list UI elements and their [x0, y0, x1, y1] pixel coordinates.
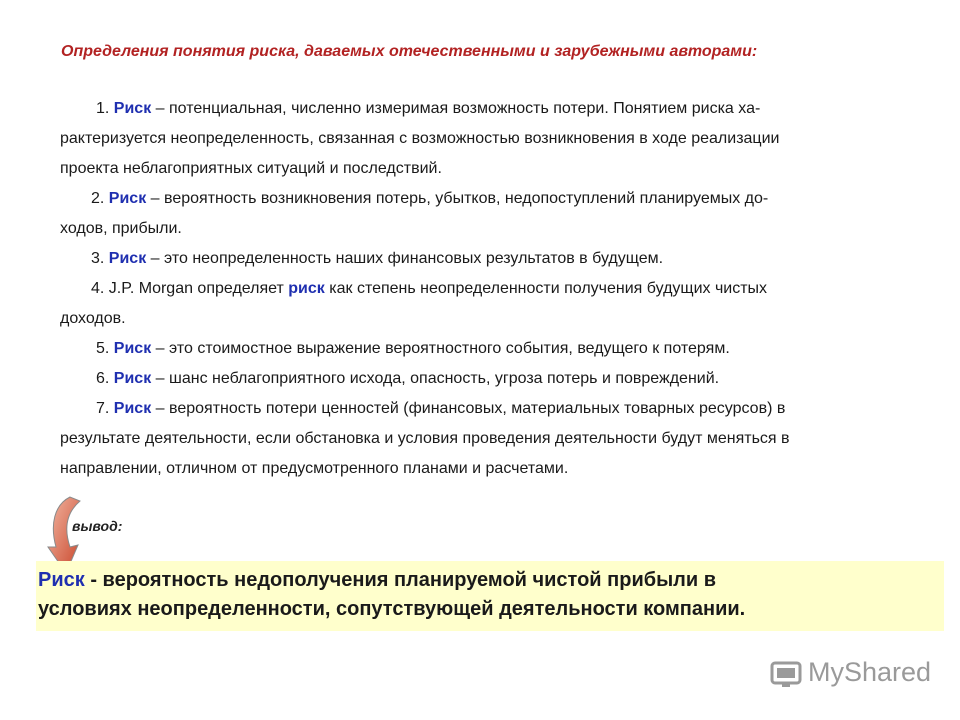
summary-text: [38, 566, 938, 624]
summary-line-1: - вероятность недополучения планируемой чистой прибыли в: [84, 569, 717, 591]
definition-text: – это стоимостное выражение вероятностного события, ведущего к потерям.: [151, 340, 730, 357]
summary-line-2: условиях неопределенности, сопутствующей деятельности компании.: [38, 598, 746, 620]
definition-number: 2.: [91, 190, 105, 207]
watermark-logo: [768, 657, 808, 691]
definition-text-cont: результате деятельности, если обстановка и условия проведения деятельности будут меняться в: [60, 430, 790, 447]
definition-text-cont: рактеризуется неопределенность, связанная с возможностью возникновения в ходе реализации: [60, 130, 780, 147]
definition-pre: J.P. Morgan определяет: [104, 280, 289, 297]
definition-text: – вероятность потери ценностей (финансовых, материальных товарных ресурсов) в: [151, 400, 786, 417]
definition-keyword: Риск: [113, 340, 152, 357]
definition-keyword: Риск: [113, 400, 152, 417]
definition-number: 1.: [96, 100, 110, 117]
definition-text-cont: ходов, прибыли.: [60, 220, 182, 237]
definition-7: [60, 394, 922, 484]
watermark-text: MyShared: [808, 657, 932, 687]
definition-4: [60, 274, 922, 334]
definition-keyword: Риск: [113, 100, 152, 117]
definition-text: – шанс неблагоприятного исхода, опасность, угроза потерь и повреждений.: [151, 370, 720, 387]
definition-3: [60, 244, 922, 274]
definition-number: 7.: [96, 400, 110, 417]
definition-text-cont: направлении, отличном от предусмотренного планами и расчетами.: [60, 460, 569, 477]
definition-keyword: Риск: [113, 370, 152, 387]
definition-text: – вероятность возникновения потерь, убытков, недопоступлений планируемых до-: [146, 190, 769, 207]
definition-keyword: Риск: [108, 250, 147, 267]
definition-1: [60, 94, 922, 184]
definition-text: – потенциальная, численно измеримая возможность потери. Понятием риска ха-: [151, 100, 761, 117]
definition-keyword: риск: [288, 280, 325, 297]
definition-text: как степень неопределенности получения будущих чистых: [324, 280, 768, 297]
summary-keyword: Риск: [38, 569, 85, 591]
definition-number: 4.: [91, 280, 105, 297]
definition-text-cont: доходов.: [60, 310, 126, 327]
definition-text: – это неопределенность наших финансовых результатов в будущем.: [146, 250, 664, 267]
definition-keyword: Риск: [108, 190, 147, 207]
definition-2: [60, 184, 922, 244]
page-title: Определения понятия риска, даваемых отечественными и зарубежными авторами:: [61, 43, 758, 60]
definition-6: [60, 364, 922, 394]
definition-number: 6.: [96, 370, 110, 387]
definition-number: 5.: [96, 340, 110, 357]
definition-text-cont: проекта неблагоприятных ситуаций и последствий.: [60, 160, 442, 177]
definition-number: 3.: [91, 250, 105, 267]
conclusion-label: вывод:: [72, 518, 123, 534]
definition-5: [60, 334, 922, 364]
